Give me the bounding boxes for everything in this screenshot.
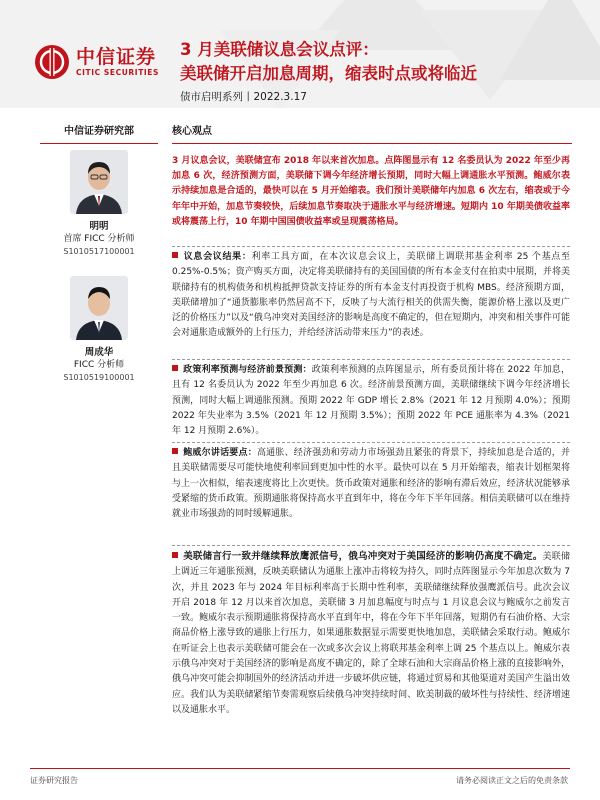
- analyst-id: S1010519100001: [63, 373, 135, 382]
- section-lead: 政策利率预测与经济前景预测：: [183, 365, 312, 375]
- footer-rule: [30, 768, 570, 769]
- divider: [172, 442, 570, 443]
- section-meeting-result: [172, 250, 570, 342]
- section-text: 美联储上调近三年通胀预测，反映美联储认为通胀上涨冲击将较为持久，同时点阵图显示今年加息次数为 7 次，并且 2023 年与 2024 年目标利率高于长期中性利率，美联储继续释放强鹰派信号。此次会议开启 2018 年 12 月以来首次加息，美联储 3 月加息幅度与时点与 1 月议息会议与鲍威尔之前发言一致。鲍威尔表示预期通胀将保持高水平直到年中，将在今年下半年回落，短期仍有石油价格、大宗商品价格上涨导致的通胀上行压力，如果通胀数据显示需要更快地加息，美联储会采取行动。鲍威尔在听证会上也表示美联储可能会在一次或多次会议上将联邦基金利率上调 25 个基点以上。鲍威尔表示俄乌冲突对于美国经济的影响是高度不确定的，除了全球石油和大宗商品价格上涨的直接影响外，俄乌冲突可能会抑制国外的经济活动并进一步破坏供应链，将通过贸易和其他渠道对美国产生溢出效应。我们认为美联储紧缩节奏需观察后续俄乌冲突持续时间、欧美制裁的破坏性与持续性、经济增速以及通胀水平。: [172, 552, 570, 715]
- core-view-summary: 3 月议息会议，美联储宣布 2018 年以来首次加息。点阵图显示有 12 名委员认为 2022 年至少再加息 6 次，经济预测方面，美联储下调今年经济增长预期，同时大幅上调通胀水平预测。鲍威尔表示持续加息是合适的，最快可以在 5 月开始缩表。我们预计美联储年内加息 6 次左右，缩表或于今年年中开始，加息节奏较快，后续加息节奏取决于通胀水平与经济增速。短期内 10 年期美债收益率或将震荡上行，10 年期中国国债收益率或呈现震荡格局。: [172, 156, 570, 227]
- section-text: 利率工具方面，在本次议息会议上，美联储上调联邦基金利率 25 个基点至 0.25%-0.5%；资产购买方面，决定将美联储持有的美国国债的所有本金支付在拍卖中展期，并将美联储持有的机构债务和机构抵押贷款支持证券的所有本金支付再投资于机构 MBS。经济预期方面，美联储增加了“通货膨胀率仍然居高不下，反映了与大流行相关的供需失衡，能源价格上涨以及更广泛的价格压力”以及“俄乌冲突对美国经济的影响是高度不确定的，但在短期内，冲突和相关事件可能会对通胀造成额外的上行压力，并给经济活动带来压力”的表述。: [172, 252, 570, 339]
- section-lead: 鲍威尔讲话要点：: [183, 448, 257, 458]
- report-title-line2: 美联储开启加息周期，缩表时点或将临近: [180, 64, 477, 83]
- report-title-block: [180, 38, 477, 104]
- citic-logo-icon: [34, 44, 70, 80]
- analyst-id: S1010517100001: [63, 247, 135, 256]
- section-text: 高通胀、经济强劲和劳动力市场强劲且紧张的背景下，持续加息是合适的，并且美联储需要尽可能快地使利率回到更加中性的水平。最快可以在 5 月开始缩表，缩表计划框架将与上一次相似，缩表速度将比上次更快。货币政策对通胀和经济的影响有滞后效应，经济状况能够承受紧缩的货币政策。预期通胀将保持高水平直到年中，将在今年下半年回落。相信美联储可以在维持就业市场强劲的同时缓解通胀。: [172, 448, 570, 520]
- logo-english-name: CITIC SECURITIES: [76, 68, 160, 77]
- sidebar-heading: 中信证券研究部: [40, 122, 158, 144]
- citic-logo: [34, 44, 159, 80]
- analyst-card: [40, 150, 158, 258]
- section-outlook: [172, 548, 570, 718]
- footer-disclaimer: 请务必阅读正文之后的免责条款: [456, 776, 568, 785]
- analyst-role: 首席 FICC 分析师: [63, 234, 135, 244]
- analyst-card: [40, 276, 158, 384]
- report-title-line1: 3 月美联储议息会议点评：: [180, 40, 379, 59]
- section-powell-remarks: [172, 446, 570, 522]
- report-series-date: 债市启明系列丨2022.3.17: [180, 91, 307, 103]
- bullet-square-icon: [172, 252, 178, 258]
- divider: [172, 246, 570, 247]
- section-rate-forecast: [172, 363, 570, 439]
- divider: [172, 545, 570, 546]
- bullet-square-icon: [172, 448, 178, 454]
- bullet-square-icon: [172, 552, 178, 558]
- core-view-heading: 核心观点: [172, 122, 572, 144]
- section-lead: 议息会议结果：: [183, 252, 252, 262]
- analyst-role: FICC 分析师: [73, 360, 125, 370]
- logo-chinese-name: 中信证券: [76, 46, 157, 68]
- section-text: 政策利率预测的点阵图显示，所有委员预计将在 2022 年加息，且有 12 名委员认为 2022 年至少再加息 6 次。经济前景预测方面，美联储继续下调今年经济增长预测，同时大幅上调通胀预测。预期 2022 年 GDP 增长 2.8%（2021 年 12 月预期 4.0%）；预期 2022 年失业率为 3.5%（2021 年 12 月预期 3.5%）；预期 2022 年 PCE 通胀率为 4.3%（2021 年 12 月预期 2.6%）。: [172, 365, 570, 437]
- avatar: [70, 150, 128, 214]
- bullet-square-icon: [172, 365, 178, 371]
- footer-report-type: 证券研究报告: [30, 776, 78, 785]
- divider: [172, 359, 570, 360]
- avatar: [70, 276, 128, 340]
- analyst-name: 周成华: [84, 347, 114, 358]
- section-subtitle: 美联储言行一致并继续释放鹰派信号，俄乌冲突对于美国经济的影响仍高度不确定。: [183, 551, 543, 562]
- analyst-name: 明明: [89, 221, 109, 232]
